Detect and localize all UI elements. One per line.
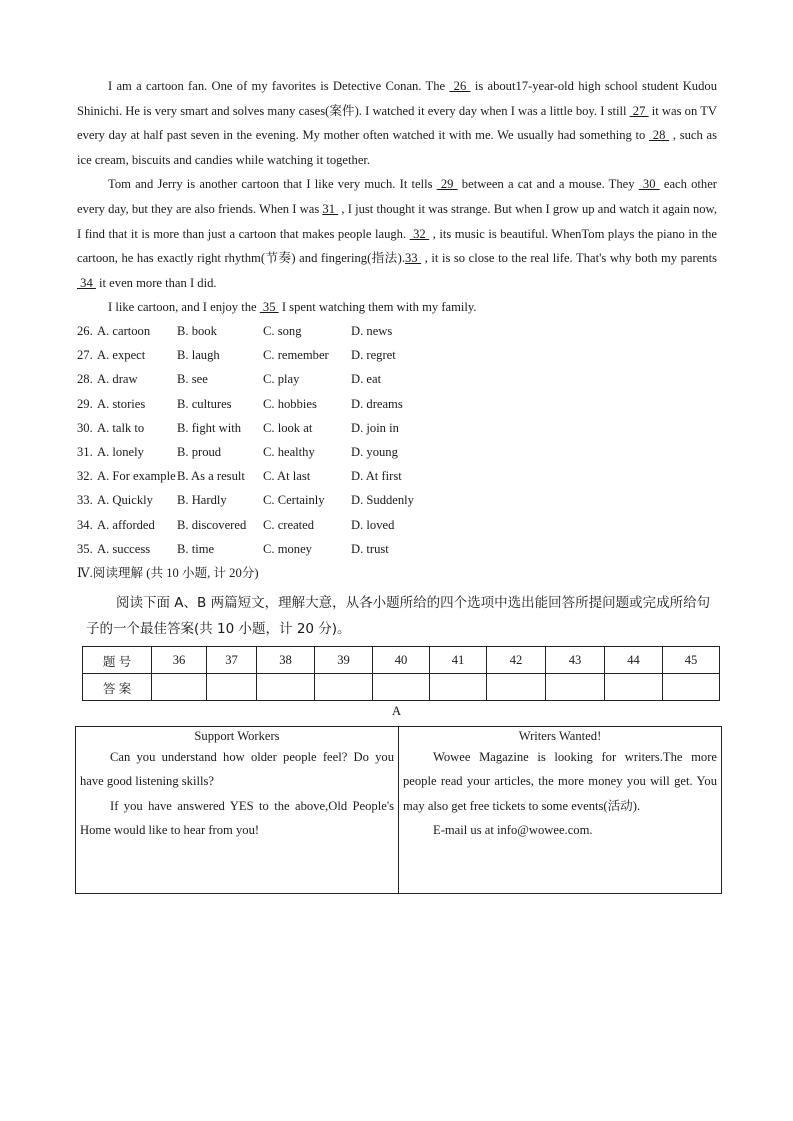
text-run: , such as ice cream, biscuits and candies while watching it together.	[77, 128, 718, 167]
question-number: 34.	[77, 517, 93, 532]
option-d: D. news	[351, 324, 393, 338]
text-run: Tom and Jerry is another cartoon that I like very much. It tells	[108, 177, 437, 192]
option-row	[77, 392, 717, 416]
question-number-cell: 42	[487, 647, 546, 674]
option-c: C. At last	[263, 469, 311, 484]
option-d: D. join in	[351, 420, 399, 435]
passage-paragraph-1	[77, 74, 717, 172]
question-number-cell: 45	[663, 647, 720, 674]
answer-cell-45[interactable]	[663, 674, 720, 701]
option-row	[77, 319, 717, 343]
text-run: each other every day, but they are also friends. When I was	[77, 177, 717, 216]
reading-instructions	[86, 590, 720, 642]
option-a: A. afforded	[97, 517, 155, 532]
blank-28: 28	[649, 128, 670, 143]
blank-27: 27	[629, 103, 649, 118]
option-b: B. proud	[177, 444, 222, 459]
ads-table	[75, 726, 722, 894]
option-d: D. dreams	[351, 396, 403, 411]
question-number-cell: 40	[373, 647, 430, 674]
option-a: A. For example	[97, 469, 176, 484]
blank-35: 35	[259, 300, 279, 315]
text-run: , its music is beautiful. WhenTom plays the piano in the cartoon, he has exactly right rhythm(节奏) and fingering(指法).	[77, 226, 718, 266]
option-row	[77, 488, 717, 512]
option-b: B. book	[177, 324, 217, 338]
question-number-cell: 38	[257, 647, 315, 674]
instruction-text: 阅读下面 A、B 两篇短文，理解大意，从各小题所给的四个选项中选出能回答所提问题或完成所给句子的一个最佳答案(共 10 小题，计 20 分)。	[86, 595, 711, 637]
option-b: B. Hardly	[177, 493, 227, 508]
question-number: 35.	[77, 541, 93, 556]
option-b: B. discovered	[177, 517, 247, 532]
question-number-cell: 43	[546, 647, 605, 674]
option-c: C. look at	[263, 420, 313, 435]
option-row	[77, 416, 717, 440]
option-row	[77, 367, 717, 391]
answer-cell-41[interactable]	[430, 674, 487, 701]
ad-title: Support Workers	[194, 729, 280, 743]
option-b: B. time	[177, 541, 215, 556]
ad-support-workers	[76, 727, 398, 893]
answer-grid-answer-row	[83, 674, 720, 701]
option-a: A. talk to	[97, 420, 145, 435]
ad-paragraph: Can you understand how older people feel? Do you have good listening skills?	[80, 750, 394, 789]
option-d: D. loved	[351, 517, 395, 532]
answer-cell-38[interactable]	[257, 674, 315, 701]
option-a: A. expect	[97, 348, 146, 363]
option-d: D. Suddenly	[351, 493, 414, 508]
option-row	[77, 343, 717, 367]
answer-cell-36[interactable]	[152, 674, 207, 701]
question-number: 26.	[77, 324, 93, 338]
option-c: C. money	[263, 541, 312, 556]
option-a: A. stories	[97, 396, 146, 411]
option-d: D. regret	[351, 348, 396, 363]
text-run: between a cat and a mouse. They	[457, 177, 639, 192]
question-number-cell: 36	[152, 647, 207, 674]
question-number-cell: 39	[315, 647, 373, 674]
passage-paragraph-2	[77, 172, 717, 295]
option-a: A. Quickly	[97, 493, 153, 508]
ad-paragraph: Wowee Magazine is looking for writers.The more people read your articles, the more money you will get. You may also get free tickets to some events(活动).	[403, 750, 717, 813]
option-c: C. remember	[263, 348, 329, 363]
option-row	[77, 440, 717, 464]
option-b: B. cultures	[177, 396, 232, 411]
answer-options-list	[77, 319, 717, 561]
row-label-answer: 答 案	[83, 674, 152, 701]
option-c: C. Certainly	[263, 493, 325, 508]
text-run: , I just thought it was strange. But when I grow up and watch it again now, I find that it is more than just a cartoon that makes people laugh.	[77, 201, 717, 241]
answer-cell-42[interactable]	[487, 674, 546, 701]
option-c: C. song	[263, 324, 302, 338]
cloze-passage	[77, 74, 717, 320]
answer-cell-40[interactable]	[373, 674, 430, 701]
question-number: 31.	[77, 444, 93, 459]
option-c: C. hobbies	[263, 396, 317, 411]
answer-grid	[82, 646, 720, 701]
option-d: D. trust	[351, 541, 389, 556]
question-number: 28.	[77, 372, 93, 387]
blank-32: 32	[409, 226, 430, 241]
text-run: I like cartoon, and I enjoy the	[108, 300, 260, 315]
answer-cell-39[interactable]	[315, 674, 373, 701]
option-a: A. success	[97, 541, 151, 556]
question-number: 29.	[77, 396, 93, 411]
blank-31: 31	[322, 201, 339, 216]
question-number-cell: 44	[605, 647, 663, 674]
ad-paragraph: E-mail us at info@wowee.com.	[433, 823, 593, 838]
question-number: 30.	[77, 420, 93, 435]
answer-cell-43[interactable]	[546, 674, 605, 701]
option-c: C. created	[263, 517, 315, 532]
text-run: is about17-year-old high school student Kudou Shinichi. He is very smart and solves many cases(案件). I watched it every day when I was a little boy. I still	[77, 79, 717, 118]
option-row	[77, 537, 717, 561]
option-d: D. eat	[351, 372, 382, 387]
answer-cell-44[interactable]	[605, 674, 663, 701]
text-run: I spent watching them with my family.	[278, 300, 477, 315]
question-number-cell: 41	[430, 647, 487, 674]
option-c: C. play	[263, 372, 300, 387]
text-run: it even more than I did.	[95, 275, 217, 290]
section-title: Ⅳ.阅读理解 (共 10 小题, 计 20分)	[77, 566, 259, 580]
passage-paragraph-3	[77, 295, 717, 320]
text-run: I am a cartoon fan. One of my favorites is Detective Conan. The	[108, 79, 450, 93]
answer-cell-37[interactable]	[207, 674, 257, 701]
answer-grid-number-row	[83, 647, 720, 674]
ad-paragraph: If you have answered YES to the above,Old People's Home would like to hear from you!	[80, 798, 394, 838]
text-run: it was on TV every day at half past seven in the evening. My mother often watched it with me. We usually had something to	[77, 103, 717, 143]
question-number-cell: 37	[207, 647, 257, 674]
blank-33: 33	[405, 251, 422, 266]
blank-29: 29	[436, 177, 458, 192]
option-b: B. laugh	[177, 348, 220, 363]
option-b: B. As a result	[177, 469, 245, 484]
row-label-number: 题 号	[83, 647, 152, 674]
option-c: C. healthy	[263, 444, 315, 459]
question-number: 33.	[77, 493, 93, 508]
ad-title: Writers Wanted!	[518, 729, 602, 743]
blank-34: 34	[77, 275, 96, 290]
option-d: D. At first	[351, 469, 402, 484]
option-a: A. cartoon	[97, 324, 151, 338]
option-d: D. young	[351, 444, 398, 459]
question-number: 32.	[77, 469, 93, 484]
question-number: 27.	[77, 348, 93, 363]
blank-26: 26	[449, 79, 471, 93]
text-run: , it is so close to the real life. That's why both my parents	[421, 251, 717, 266]
option-a: A. lonely	[97, 444, 144, 459]
ad-writers-wanted	[398, 727, 721, 893]
part-a-label: A	[391, 704, 402, 718]
blank-30: 30	[638, 177, 660, 192]
option-row	[77, 464, 717, 488]
option-b: B. fight with	[177, 420, 242, 435]
option-row	[77, 513, 717, 537]
option-a: A. draw	[97, 372, 138, 387]
option-b: B. see	[177, 372, 208, 387]
